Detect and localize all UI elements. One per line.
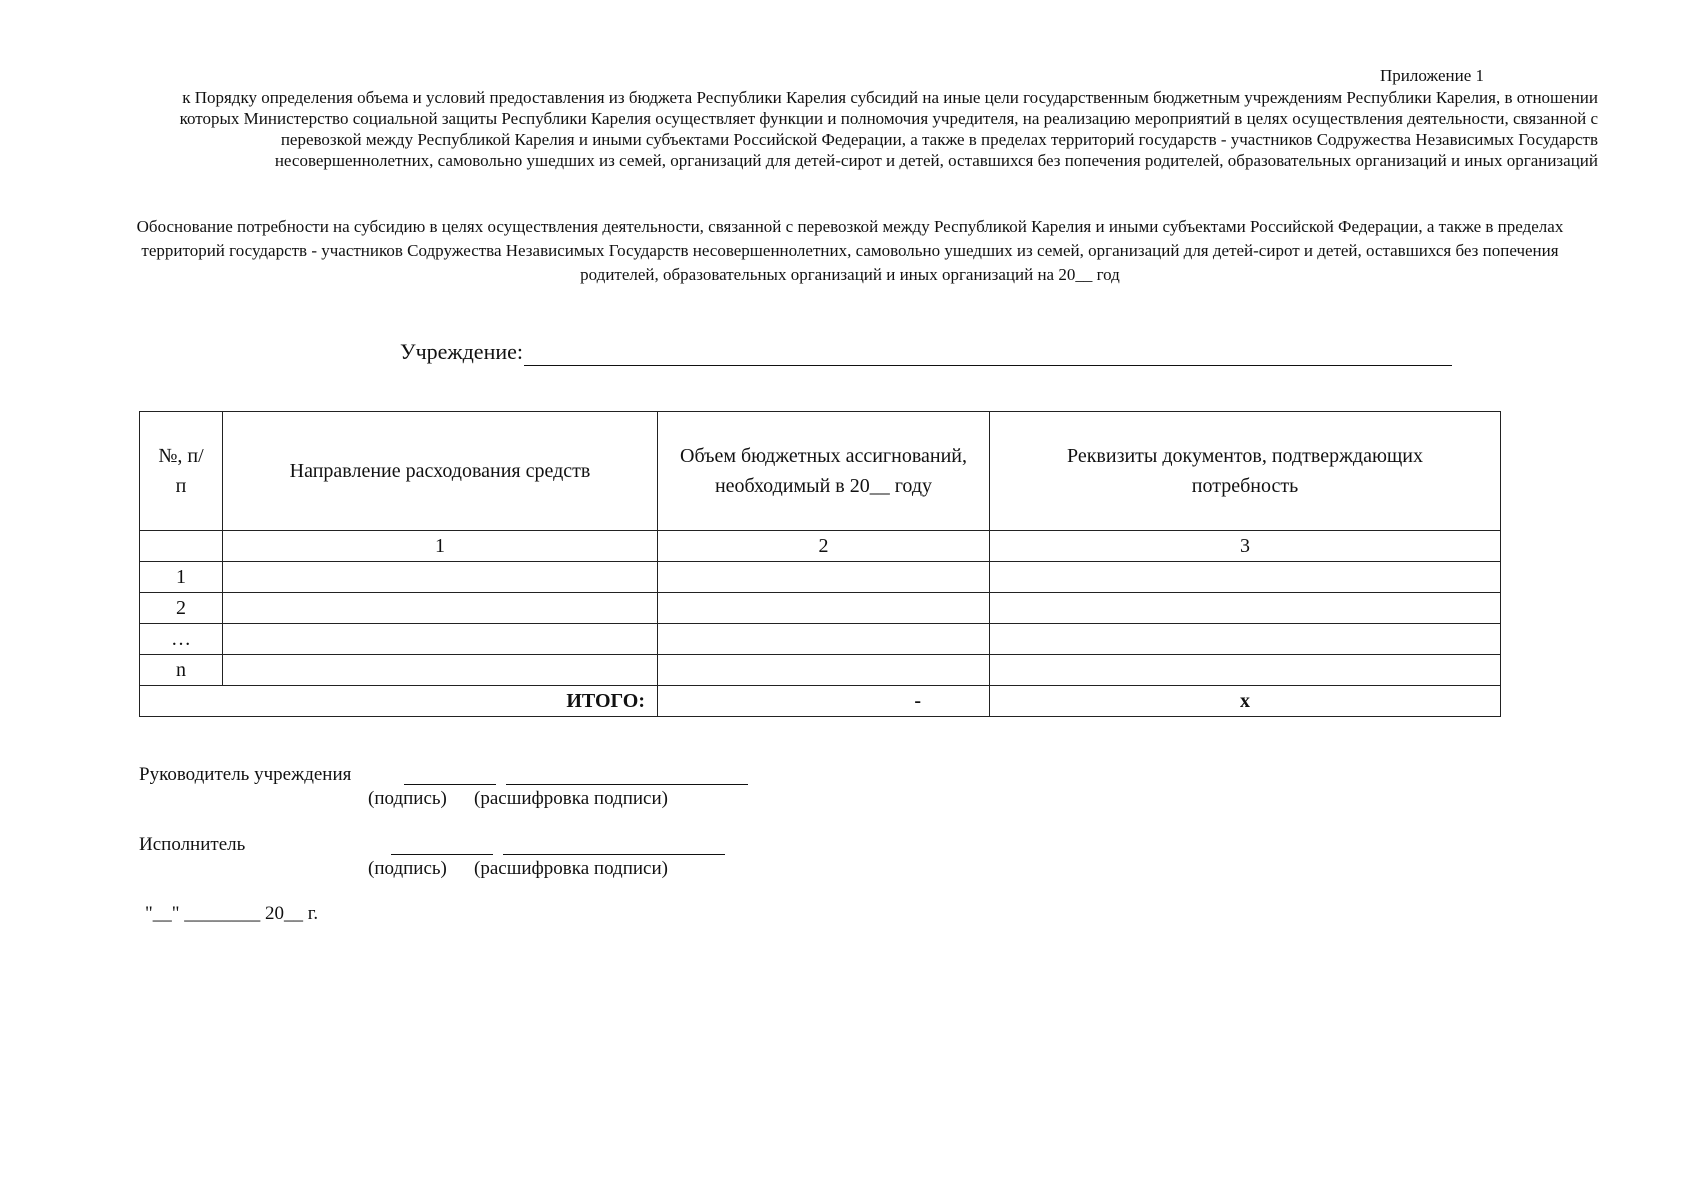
funding-need-table — [139, 411, 1501, 717]
column-number-cell: 2 — [658, 531, 990, 562]
volume-cell[interactable] — [658, 562, 990, 593]
header-number: №, п/п — [140, 412, 223, 531]
volume-cell[interactable] — [658, 655, 990, 686]
total-documents: x — [990, 686, 1501, 717]
table-row — [140, 624, 1501, 655]
executor-signature-caption: (подпись) — [368, 858, 447, 879]
executor-label: Исполнитель — [139, 834, 246, 855]
row-number-cell: 1 — [140, 562, 223, 593]
direction-cell[interactable] — [223, 655, 658, 686]
direction-cell[interactable] — [223, 562, 658, 593]
document-title: Обоснование потребности на субсидию в целях осуществления деятельности, связанной с перевозкой между Республикой Карелия и иными субъектами Российской Федерации, а также в пределах территорий государств - участников Содружества Независимых Государств несовершеннолетних, самовольно ушедших из семей, организаций для детей-сирот и детей, оставшихся без попечения родителей, образовательных организаций и иных организаций на 20__ год — [136, 217, 1564, 284]
total-row — [140, 686, 1501, 717]
documents-cell[interactable] — [990, 655, 1501, 686]
head-signature-caption: (подпись) — [368, 788, 447, 809]
total-label: ИТОГО: — [140, 686, 658, 717]
head-label: Руководитель учреждения — [139, 764, 352, 785]
column-number-cell — [140, 531, 223, 562]
direction-cell[interactable] — [223, 624, 658, 655]
executor-decode-caption: (расшифровка подписи) — [474, 858, 668, 879]
header-direction: Направление расходования средств — [223, 412, 658, 531]
total-amount: - — [658, 686, 990, 717]
column-number-cell: 3 — [990, 531, 1501, 562]
appendix-text: к Порядку определения объема и условий предоставления из бюджета Республики Карелия субсидий на иные цели государственным бюджетным учреждениям Республики Карелия, в отношении которых Министерство социальной защиты Республики Карелия осуществляет функции и полномочия учредителя, на реализацию мероприятий в целях осуществления деятельности, связанной с перевозкой между Республикой Карелия и иными субъектами Российской Федерации, а также в пределах территорий государств - участников Содружества Независимых Государств несовершеннолетних, самовольно ушедших из семей, организаций для детей-сирот и детей, оставшихся без попечения родителей, образовательных организаций и иных организаций — [179, 88, 1598, 170]
column-number-cell: 1 — [223, 531, 658, 562]
row-number-cell: n — [140, 655, 223, 686]
institution-label: Учреждение: — [400, 339, 523, 364]
table-header-row — [140, 412, 1501, 531]
header-volume: Объем бюджетных ассигнований, необходимый в 20__ году — [658, 412, 990, 531]
documents-cell[interactable] — [990, 562, 1501, 593]
row-number-cell: … — [140, 624, 223, 655]
column-numbers-row — [140, 531, 1501, 562]
head-signature-line[interactable] — [404, 784, 496, 785]
head-decode-line[interactable] — [506, 784, 748, 785]
institution-input-line[interactable] — [524, 341, 1452, 366]
direction-cell[interactable] — [223, 593, 658, 624]
table-row — [140, 562, 1501, 593]
executor-signature-line[interactable] — [391, 854, 493, 855]
head-decode-caption: (расшифровка подписи) — [474, 788, 668, 809]
date-field[interactable]: "__" ________ 20__ г. — [145, 903, 319, 924]
table-row — [140, 655, 1501, 686]
executor-decode-line[interactable] — [503, 854, 725, 855]
table-row — [140, 593, 1501, 624]
documents-cell[interactable] — [990, 593, 1501, 624]
volume-cell[interactable] — [658, 624, 990, 655]
documents-cell[interactable] — [990, 624, 1501, 655]
header-documents: Реквизиты документов, подтверждающих потребность — [990, 412, 1501, 531]
volume-cell[interactable] — [658, 593, 990, 624]
institution-field — [400, 338, 1452, 366]
appendix-number: Приложение 1 — [1380, 66, 1484, 85]
row-number-cell: 2 — [140, 593, 223, 624]
